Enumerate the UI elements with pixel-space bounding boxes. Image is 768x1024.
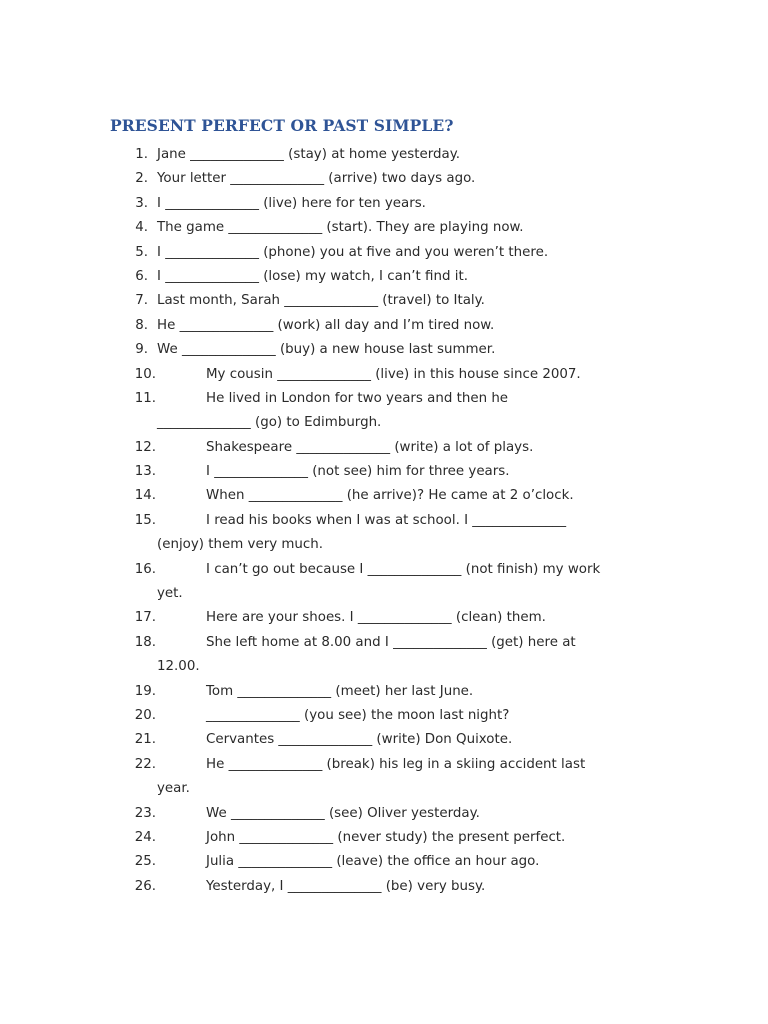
item-number: 21. [134,732,156,748]
item-text: Cervantes ______________ (write) Don Quixote. [206,732,513,748]
exercise-item [0,850,768,874]
item-number: 25. [134,854,156,870]
item-text: We ______________ (buy) a new house last summer. [157,342,496,358]
worksheet-title: PRESENT PERFECT OR PAST SIMPLE? [110,116,454,135]
item-number: 18. [134,634,156,650]
exercise-item-continuation [0,777,768,801]
item-text: ______________ (you see) the moon last night? [206,707,510,723]
item-number: 11. [134,390,156,406]
item-number: 12. [134,439,156,455]
exercise-item [0,216,768,240]
exercise-item [0,802,768,826]
item-text: Yesterday, I ______________ (be) very busy. [206,878,486,894]
item-text: 12.00. [157,659,200,675]
item-text: I ______________ (phone) you at five and you weren’t there. [157,244,549,260]
item-text: ______________ (go) to Edimburgh. [157,415,382,431]
exercise-item [0,460,768,484]
item-text: I ______________ (not see) him for three years. [206,464,510,480]
exercise-item [0,265,768,289]
exercise-item [0,753,768,777]
exercise-item-continuation [0,411,768,435]
item-number: 8. [135,317,148,333]
item-text: Here are your shoes. I ______________ (clean) them. [206,610,546,626]
item-text: Julia ______________ (leave) the office an hour ago. [206,854,540,870]
item-text: He ______________ (break) his leg in a skiing accident last [206,756,586,772]
item-number: 24. [134,829,156,845]
exercise-item-continuation [0,655,768,679]
item-text: I can’t go out because I ______________ (not finish) my work [206,561,601,577]
exercise-item [0,363,768,387]
exercise-item [0,680,768,704]
exercise-item [0,558,768,582]
exercise-item [0,484,768,508]
exercise-item [0,338,768,362]
exercise-item [0,704,768,728]
exercise-item [0,314,768,338]
item-text: Last month, Sarah ______________ (travel) to Italy. [157,293,485,309]
item-number: 17. [134,610,156,626]
item-number: 4. [135,220,148,236]
exercise-item [0,167,768,191]
exercise-item-continuation [0,533,768,557]
item-number: 2. [135,171,148,187]
item-text: She left home at 8.00 and I ______________ (get) here at [206,634,576,650]
exercise-item [0,241,768,265]
item-text: The game ______________ (start). They are playing now. [157,220,524,236]
exercise-item [0,143,768,167]
item-number: 22. [134,756,156,772]
item-number: 13. [134,464,156,480]
exercise-item [0,875,768,899]
item-number: 26. [134,878,156,894]
item-number: 7. [135,293,148,309]
item-number: 19. [134,683,156,699]
item-text: (enjoy) them very much. [157,537,324,553]
exercise-item-continuation [0,582,768,606]
item-text: John ______________ (never study) the present perfect. [206,829,566,845]
item-number: 20. [134,707,156,723]
exercise-item [0,289,768,313]
item-number: 10. [134,366,156,382]
exercise-item [0,509,768,533]
item-text: Tom ______________ (meet) her last June. [206,683,474,699]
item-text: He lived in London for two years and then he [206,390,509,406]
item-number: 14. [134,488,156,504]
item-text: Shakespeare ______________ (write) a lot of plays. [206,439,534,455]
exercise-item [0,728,768,752]
exercise-item [0,387,768,411]
item-text: I ______________ (live) here for ten years. [157,195,426,211]
item-number: 9. [135,342,148,358]
item-text: We ______________ (see) Oliver yesterday. [206,805,480,821]
item-text: He ______________ (work) all day and I’m tired now. [157,317,495,333]
item-text: My cousin ______________ (live) in this house since 2007. [206,366,581,382]
item-number: 6. [135,268,148,284]
exercise-list [0,143,768,899]
item-text: I ______________ (lose) my watch, I can’t find it. [157,268,468,284]
item-number: 23. [134,805,156,821]
exercise-item [0,826,768,850]
item-text: Your letter ______________ (arrive) two days ago. [157,171,476,187]
exercise-item [0,631,768,655]
item-number: 15. [134,512,156,528]
item-text: year. [157,781,190,797]
item-number: 3. [135,195,148,211]
item-text: Jane ______________ (stay) at home yesterday. [157,147,460,162]
exercise-item [0,192,768,216]
item-number: 16. [134,561,156,577]
item-text: I read his books when I was at school. I ______________ [206,512,567,528]
exercise-item [0,436,768,460]
item-number: 5. [135,244,148,260]
item-text: yet. [157,586,183,602]
exercise-item [0,606,768,630]
item-text: When ______________ (he arrive)? He came at 2 o’clock. [206,488,574,504]
item-number: 1. [135,147,148,162]
